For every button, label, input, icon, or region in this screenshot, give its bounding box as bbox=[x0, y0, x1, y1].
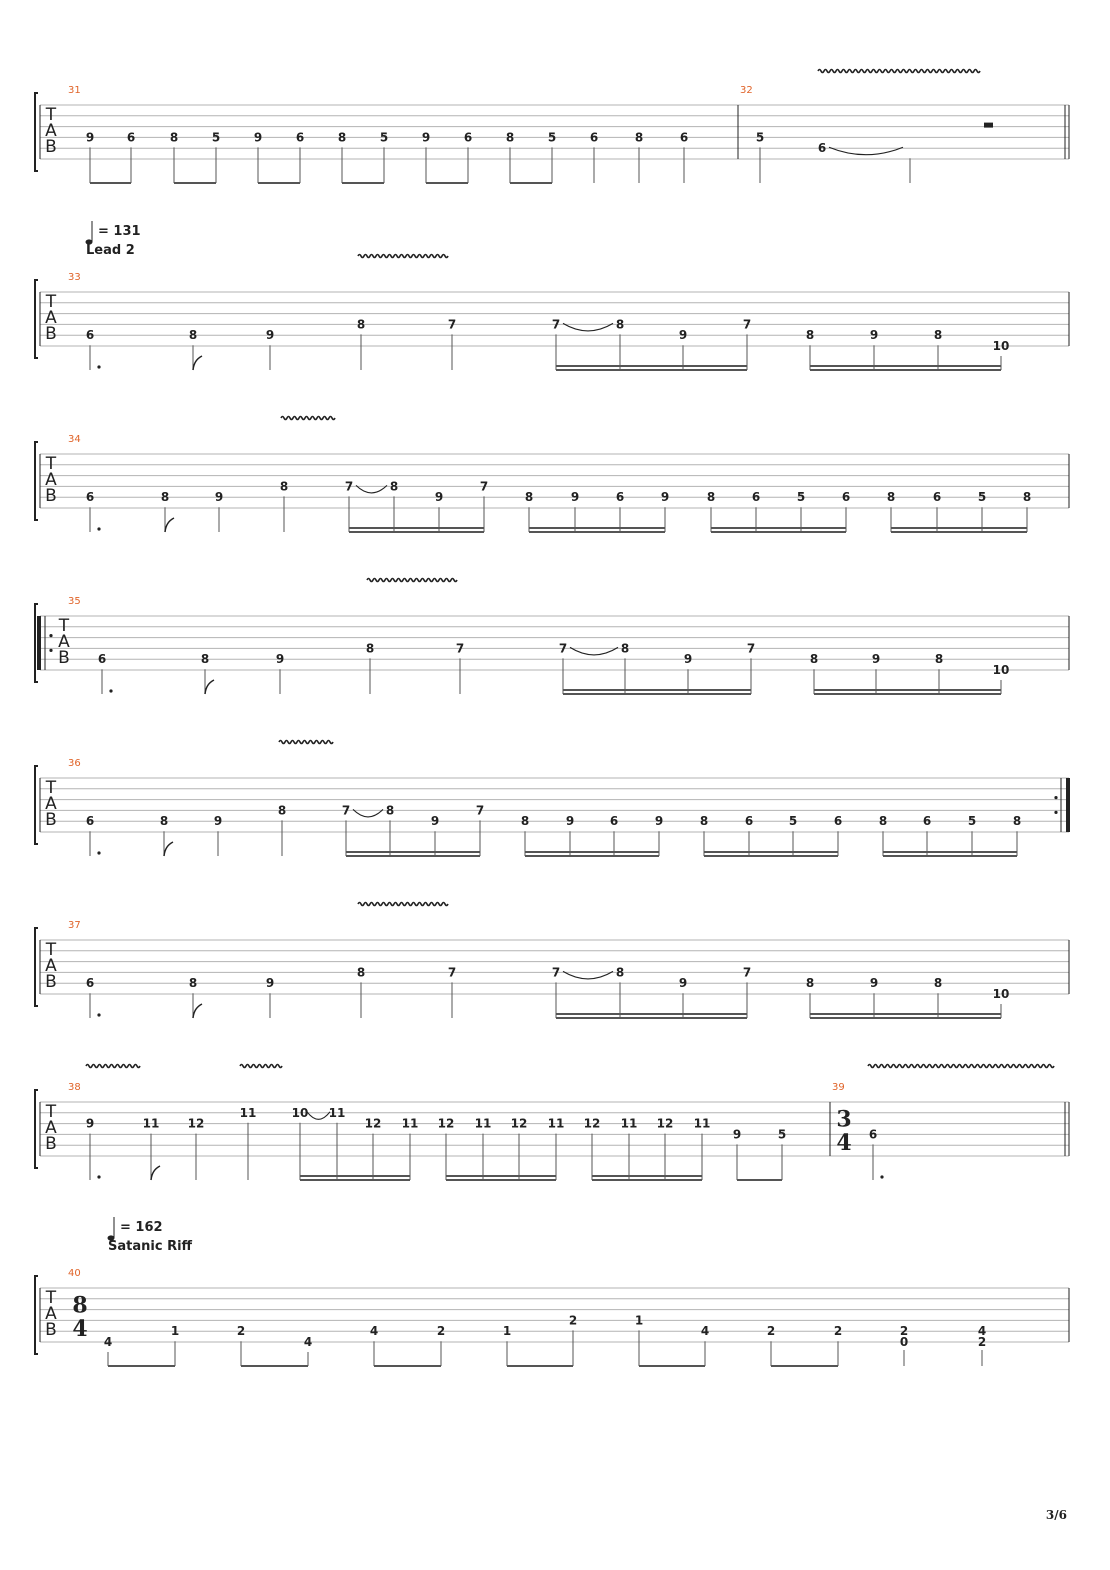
fret-number: 8 bbox=[337, 130, 347, 145]
fret-number: 8 bbox=[706, 490, 716, 505]
fret-number: 9 bbox=[430, 814, 440, 829]
tab-clef-letter: T bbox=[45, 940, 57, 960]
fret-number: 9 bbox=[434, 490, 444, 505]
fret-number: 1 bbox=[634, 1313, 644, 1328]
tab-clef-letter: B bbox=[45, 810, 57, 830]
tab-clef-letter: B bbox=[45, 137, 57, 157]
fret-number: 4 bbox=[303, 1335, 313, 1349]
measure-number: 32 bbox=[740, 85, 753, 96]
fret-number: 7 bbox=[341, 803, 351, 818]
tab-clef-letter: B bbox=[58, 648, 70, 668]
fret-number: 9 bbox=[869, 328, 879, 343]
time-signature-bottom: 4 bbox=[72, 1316, 88, 1343]
fret-number: 6 bbox=[841, 490, 851, 505]
fret-number: 7 bbox=[455, 641, 465, 656]
fret-number: 0 bbox=[899, 1335, 909, 1349]
time-signature-top: 8 bbox=[72, 1292, 88, 1319]
fret-number: 8 bbox=[1022, 490, 1032, 505]
fret-number: 5 bbox=[211, 130, 221, 145]
fret-number: 8 bbox=[809, 652, 819, 667]
fret-number: 9 bbox=[678, 976, 688, 991]
fret-number: 8 bbox=[188, 328, 198, 343]
tab-clef-letter: T bbox=[45, 454, 57, 474]
fret-number: 9 bbox=[421, 130, 431, 145]
fret-number: 1 bbox=[502, 1324, 512, 1339]
tab-clef-letter: T bbox=[45, 105, 57, 125]
fret-number: 11 bbox=[142, 1116, 160, 1131]
vibrato-mark bbox=[86, 1065, 140, 1068]
page-number: 3/6 bbox=[1045, 1508, 1067, 1522]
fret-number: 9 bbox=[565, 814, 575, 829]
fret-number: 2 bbox=[436, 1324, 446, 1339]
fret-number: 7 bbox=[551, 317, 561, 332]
fret-number: 8 bbox=[805, 328, 815, 343]
time-signature-bottom: 4 bbox=[836, 1130, 852, 1157]
measure-number: 31 bbox=[68, 85, 81, 96]
tab-system bbox=[35, 579, 1069, 695]
fret-number: 8 bbox=[886, 490, 896, 505]
fret-number: 4 bbox=[369, 1324, 379, 1339]
fret-number: 8 bbox=[159, 814, 169, 829]
tab-clef-letter: A bbox=[45, 121, 57, 141]
fret-number: 12 bbox=[187, 1116, 205, 1131]
fret-number: 5 bbox=[755, 130, 765, 145]
fret-number: 12 bbox=[510, 1116, 528, 1131]
measure-number: 33 bbox=[68, 272, 81, 283]
measure-number: 36 bbox=[68, 758, 81, 769]
fret-number: 9 bbox=[570, 490, 580, 505]
fret-number: 6 bbox=[85, 490, 95, 505]
eighth-flag bbox=[165, 518, 174, 532]
tab-system bbox=[35, 741, 1070, 857]
fret-number: 7 bbox=[447, 965, 457, 980]
repeat-dot bbox=[1054, 811, 1057, 814]
system-bracket bbox=[35, 280, 38, 358]
fret-number: 9 bbox=[275, 652, 285, 667]
fret-number: 5 bbox=[547, 130, 557, 145]
fret-number: 6 bbox=[868, 1127, 878, 1142]
fret-number: 9 bbox=[683, 652, 693, 667]
fret-number: 6 bbox=[615, 490, 625, 505]
fret-number: 2 bbox=[833, 1324, 843, 1339]
tab-clef-letter: A bbox=[45, 1304, 57, 1324]
fret-number: 9 bbox=[265, 976, 275, 991]
fret-number: 12 bbox=[656, 1116, 674, 1131]
fret-number: 6 bbox=[679, 130, 689, 145]
fret-number: 10 bbox=[992, 987, 1010, 1001]
measure-number: 37 bbox=[68, 920, 81, 931]
eighth-flag bbox=[164, 842, 173, 856]
fret-number: 8 bbox=[620, 641, 630, 656]
fret-number: 9 bbox=[660, 490, 670, 505]
eighth-flag bbox=[205, 680, 214, 694]
tab-clef-letter: A bbox=[45, 956, 57, 976]
fret-number: 9 bbox=[214, 490, 224, 505]
fret-number: 7 bbox=[558, 641, 568, 656]
tempo-marking: = 162 bbox=[120, 1220, 163, 1235]
fret-number: 8 bbox=[356, 965, 366, 980]
fret-number: 9 bbox=[871, 652, 881, 667]
duration-dot bbox=[109, 689, 112, 692]
tab-system bbox=[35, 903, 1069, 1019]
measure-number: 34 bbox=[68, 434, 81, 445]
vibrato-mark bbox=[358, 255, 448, 258]
tab-clef-letter: B bbox=[45, 972, 57, 992]
fret-number: 6 bbox=[97, 652, 107, 667]
duration-dot bbox=[97, 1013, 100, 1016]
tab-system bbox=[35, 417, 1069, 533]
duration-dot bbox=[880, 1175, 883, 1178]
fret-number: 8 bbox=[805, 976, 815, 991]
fret-number: 8 bbox=[524, 490, 534, 505]
fret-number: 11 bbox=[620, 1116, 638, 1131]
tab-clef-letter: A bbox=[45, 1118, 57, 1138]
time-signature-top: 3 bbox=[836, 1106, 852, 1133]
fret-number: 8 bbox=[933, 328, 943, 343]
fret-number: 2 bbox=[236, 1324, 246, 1339]
duration-dot bbox=[97, 527, 100, 530]
fret-number: 8 bbox=[356, 317, 366, 332]
system-bracket bbox=[35, 93, 38, 171]
fret-number: 8 bbox=[1012, 814, 1022, 829]
fret-number: 10 bbox=[992, 339, 1010, 353]
fret-number: 8 bbox=[160, 490, 170, 505]
fret-number: 8 bbox=[615, 317, 625, 332]
fret-number: 7 bbox=[551, 965, 561, 980]
fret-number: 9 bbox=[213, 814, 223, 829]
vibrato-mark bbox=[367, 579, 457, 582]
fret-number: 8 bbox=[615, 965, 625, 980]
repeat-end-thick bbox=[1066, 778, 1070, 832]
repeat-dot bbox=[49, 649, 52, 652]
fret-number: 7 bbox=[475, 803, 485, 818]
system-bracket bbox=[35, 928, 38, 1006]
fret-number: 9 bbox=[732, 1127, 742, 1142]
fret-number: 8 bbox=[634, 130, 644, 145]
fret-number: 5 bbox=[777, 1127, 787, 1142]
tab-system bbox=[35, 221, 1069, 370]
repeat-start-thick bbox=[37, 616, 41, 670]
fret-number: 9 bbox=[869, 976, 879, 991]
tab-clef-letter: A bbox=[58, 632, 70, 652]
tab-clef-letter: B bbox=[45, 324, 57, 344]
repeat-dot bbox=[1054, 796, 1057, 799]
fret-number: 6 bbox=[85, 976, 95, 991]
fret-number: 2 bbox=[977, 1335, 987, 1349]
fret-number: 8 bbox=[385, 803, 395, 818]
fret-number: 7 bbox=[746, 641, 756, 656]
fret-number: 6 bbox=[833, 814, 843, 829]
tab-clef-letter: A bbox=[45, 470, 57, 490]
section-label: Satanic Riff bbox=[108, 1239, 193, 1254]
fret-number: 11 bbox=[239, 1105, 257, 1120]
fret-number: 11 bbox=[693, 1116, 711, 1131]
fret-number: 4 bbox=[977, 1324, 987, 1339]
duration-dot bbox=[97, 365, 100, 368]
fret-number: 11 bbox=[328, 1105, 346, 1120]
fret-number: 8 bbox=[520, 814, 530, 829]
fret-number: 6 bbox=[744, 814, 754, 829]
fret-number: 8 bbox=[279, 479, 289, 494]
fret-number: 6 bbox=[817, 141, 827, 156]
duration-dot bbox=[97, 851, 100, 854]
fret-number: 6 bbox=[589, 130, 599, 145]
fret-number: 7 bbox=[344, 479, 354, 494]
fret-number: 8 bbox=[188, 976, 198, 991]
fret-number: 2 bbox=[568, 1313, 578, 1328]
fret-number: 7 bbox=[742, 965, 752, 980]
tab-clef-letter: T bbox=[45, 292, 57, 312]
tab-clef-letter: T bbox=[58, 616, 70, 636]
fret-number: 8 bbox=[933, 976, 943, 991]
tab-clef-letter: B bbox=[45, 1320, 57, 1340]
fret-number: 6 bbox=[463, 130, 473, 145]
tab-clef-letter: T bbox=[45, 778, 57, 798]
fret-number: 2 bbox=[766, 1324, 776, 1339]
fret-number: 6 bbox=[922, 814, 932, 829]
fret-number: 6 bbox=[751, 490, 761, 505]
fret-number: 9 bbox=[654, 814, 664, 829]
fret-number: 11 bbox=[474, 1116, 492, 1131]
system-bracket bbox=[35, 766, 38, 844]
eighth-flag bbox=[151, 1166, 160, 1180]
fret-number: 7 bbox=[742, 317, 752, 332]
vibrato-mark bbox=[868, 1065, 1054, 1068]
fret-number: 8 bbox=[505, 130, 515, 145]
fret-number: 6 bbox=[609, 814, 619, 829]
fret-number: 10 bbox=[291, 1105, 309, 1120]
fret-number: 1 bbox=[170, 1324, 180, 1339]
fret-number: 6 bbox=[126, 130, 136, 145]
measure-number: 39 bbox=[832, 1082, 845, 1093]
fret-number: 5 bbox=[967, 814, 977, 829]
vibrato-mark bbox=[818, 70, 980, 73]
measure-number: 38 bbox=[68, 1082, 81, 1093]
system-bracket bbox=[35, 442, 38, 520]
fret-number: 6 bbox=[85, 814, 95, 829]
tab-clef-letter: B bbox=[45, 1134, 57, 1154]
duration-dot bbox=[97, 1175, 100, 1178]
repeat-dot bbox=[49, 634, 52, 637]
fret-number: 8 bbox=[277, 803, 287, 818]
fret-number: 6 bbox=[295, 130, 305, 145]
fret-number: 8 bbox=[169, 130, 179, 145]
vibrato-mark bbox=[240, 1065, 282, 1068]
vibrato-mark bbox=[358, 903, 448, 906]
fret-number: 11 bbox=[547, 1116, 565, 1131]
system-bracket bbox=[35, 1090, 38, 1168]
measure-number: 35 bbox=[68, 596, 81, 607]
fret-number: 12 bbox=[364, 1116, 382, 1131]
tab-clef-letter: T bbox=[45, 1102, 57, 1122]
tab-system bbox=[35, 1217, 1069, 1366]
fret-number: 8 bbox=[200, 652, 210, 667]
tab-system bbox=[35, 1065, 1069, 1181]
fret-number: 8 bbox=[365, 641, 375, 656]
eighth-flag bbox=[193, 1004, 202, 1018]
fret-number: 4 bbox=[700, 1324, 710, 1339]
tab-clef-letter: B bbox=[45, 486, 57, 506]
fret-number: 6 bbox=[932, 490, 942, 505]
vibrato-mark bbox=[279, 741, 333, 744]
fret-number: 9 bbox=[265, 328, 275, 343]
fret-number: 9 bbox=[85, 130, 95, 145]
fret-number: 8 bbox=[934, 652, 944, 667]
tab-clef-letter: A bbox=[45, 794, 57, 814]
fret-number: 5 bbox=[379, 130, 389, 145]
tab-system bbox=[35, 70, 1069, 184]
fret-number: 8 bbox=[878, 814, 888, 829]
tab-clef-letter: T bbox=[45, 1288, 57, 1308]
vibrato-mark bbox=[281, 417, 335, 420]
measure-number: 40 bbox=[68, 1268, 81, 1279]
fret-number: 2 bbox=[899, 1324, 909, 1339]
section-label: Lead 2 bbox=[86, 243, 135, 258]
fret-number: 7 bbox=[479, 479, 489, 494]
fret-number: 5 bbox=[788, 814, 798, 829]
fret-number: 8 bbox=[699, 814, 709, 829]
fret-number: 4 bbox=[103, 1335, 113, 1349]
fret-number: 12 bbox=[437, 1116, 455, 1131]
fret-number: 5 bbox=[796, 490, 806, 505]
eighth-flag bbox=[193, 356, 202, 370]
fret-number: 7 bbox=[447, 317, 457, 332]
fret-number: 9 bbox=[85, 1116, 95, 1131]
fret-number: 8 bbox=[389, 479, 399, 494]
half-rest bbox=[984, 123, 993, 128]
fret-number: 10 bbox=[992, 663, 1010, 677]
fret-number: 5 bbox=[977, 490, 987, 505]
tab-clef-letter: A bbox=[45, 308, 57, 328]
fret-number: 9 bbox=[253, 130, 263, 145]
fret-number: 12 bbox=[583, 1116, 601, 1131]
tempo-marking: = 131 bbox=[98, 224, 141, 239]
fret-number: 9 bbox=[678, 328, 688, 343]
fret-number: 11 bbox=[401, 1116, 419, 1131]
fret-number: 6 bbox=[85, 328, 95, 343]
system-bracket bbox=[35, 1276, 38, 1354]
